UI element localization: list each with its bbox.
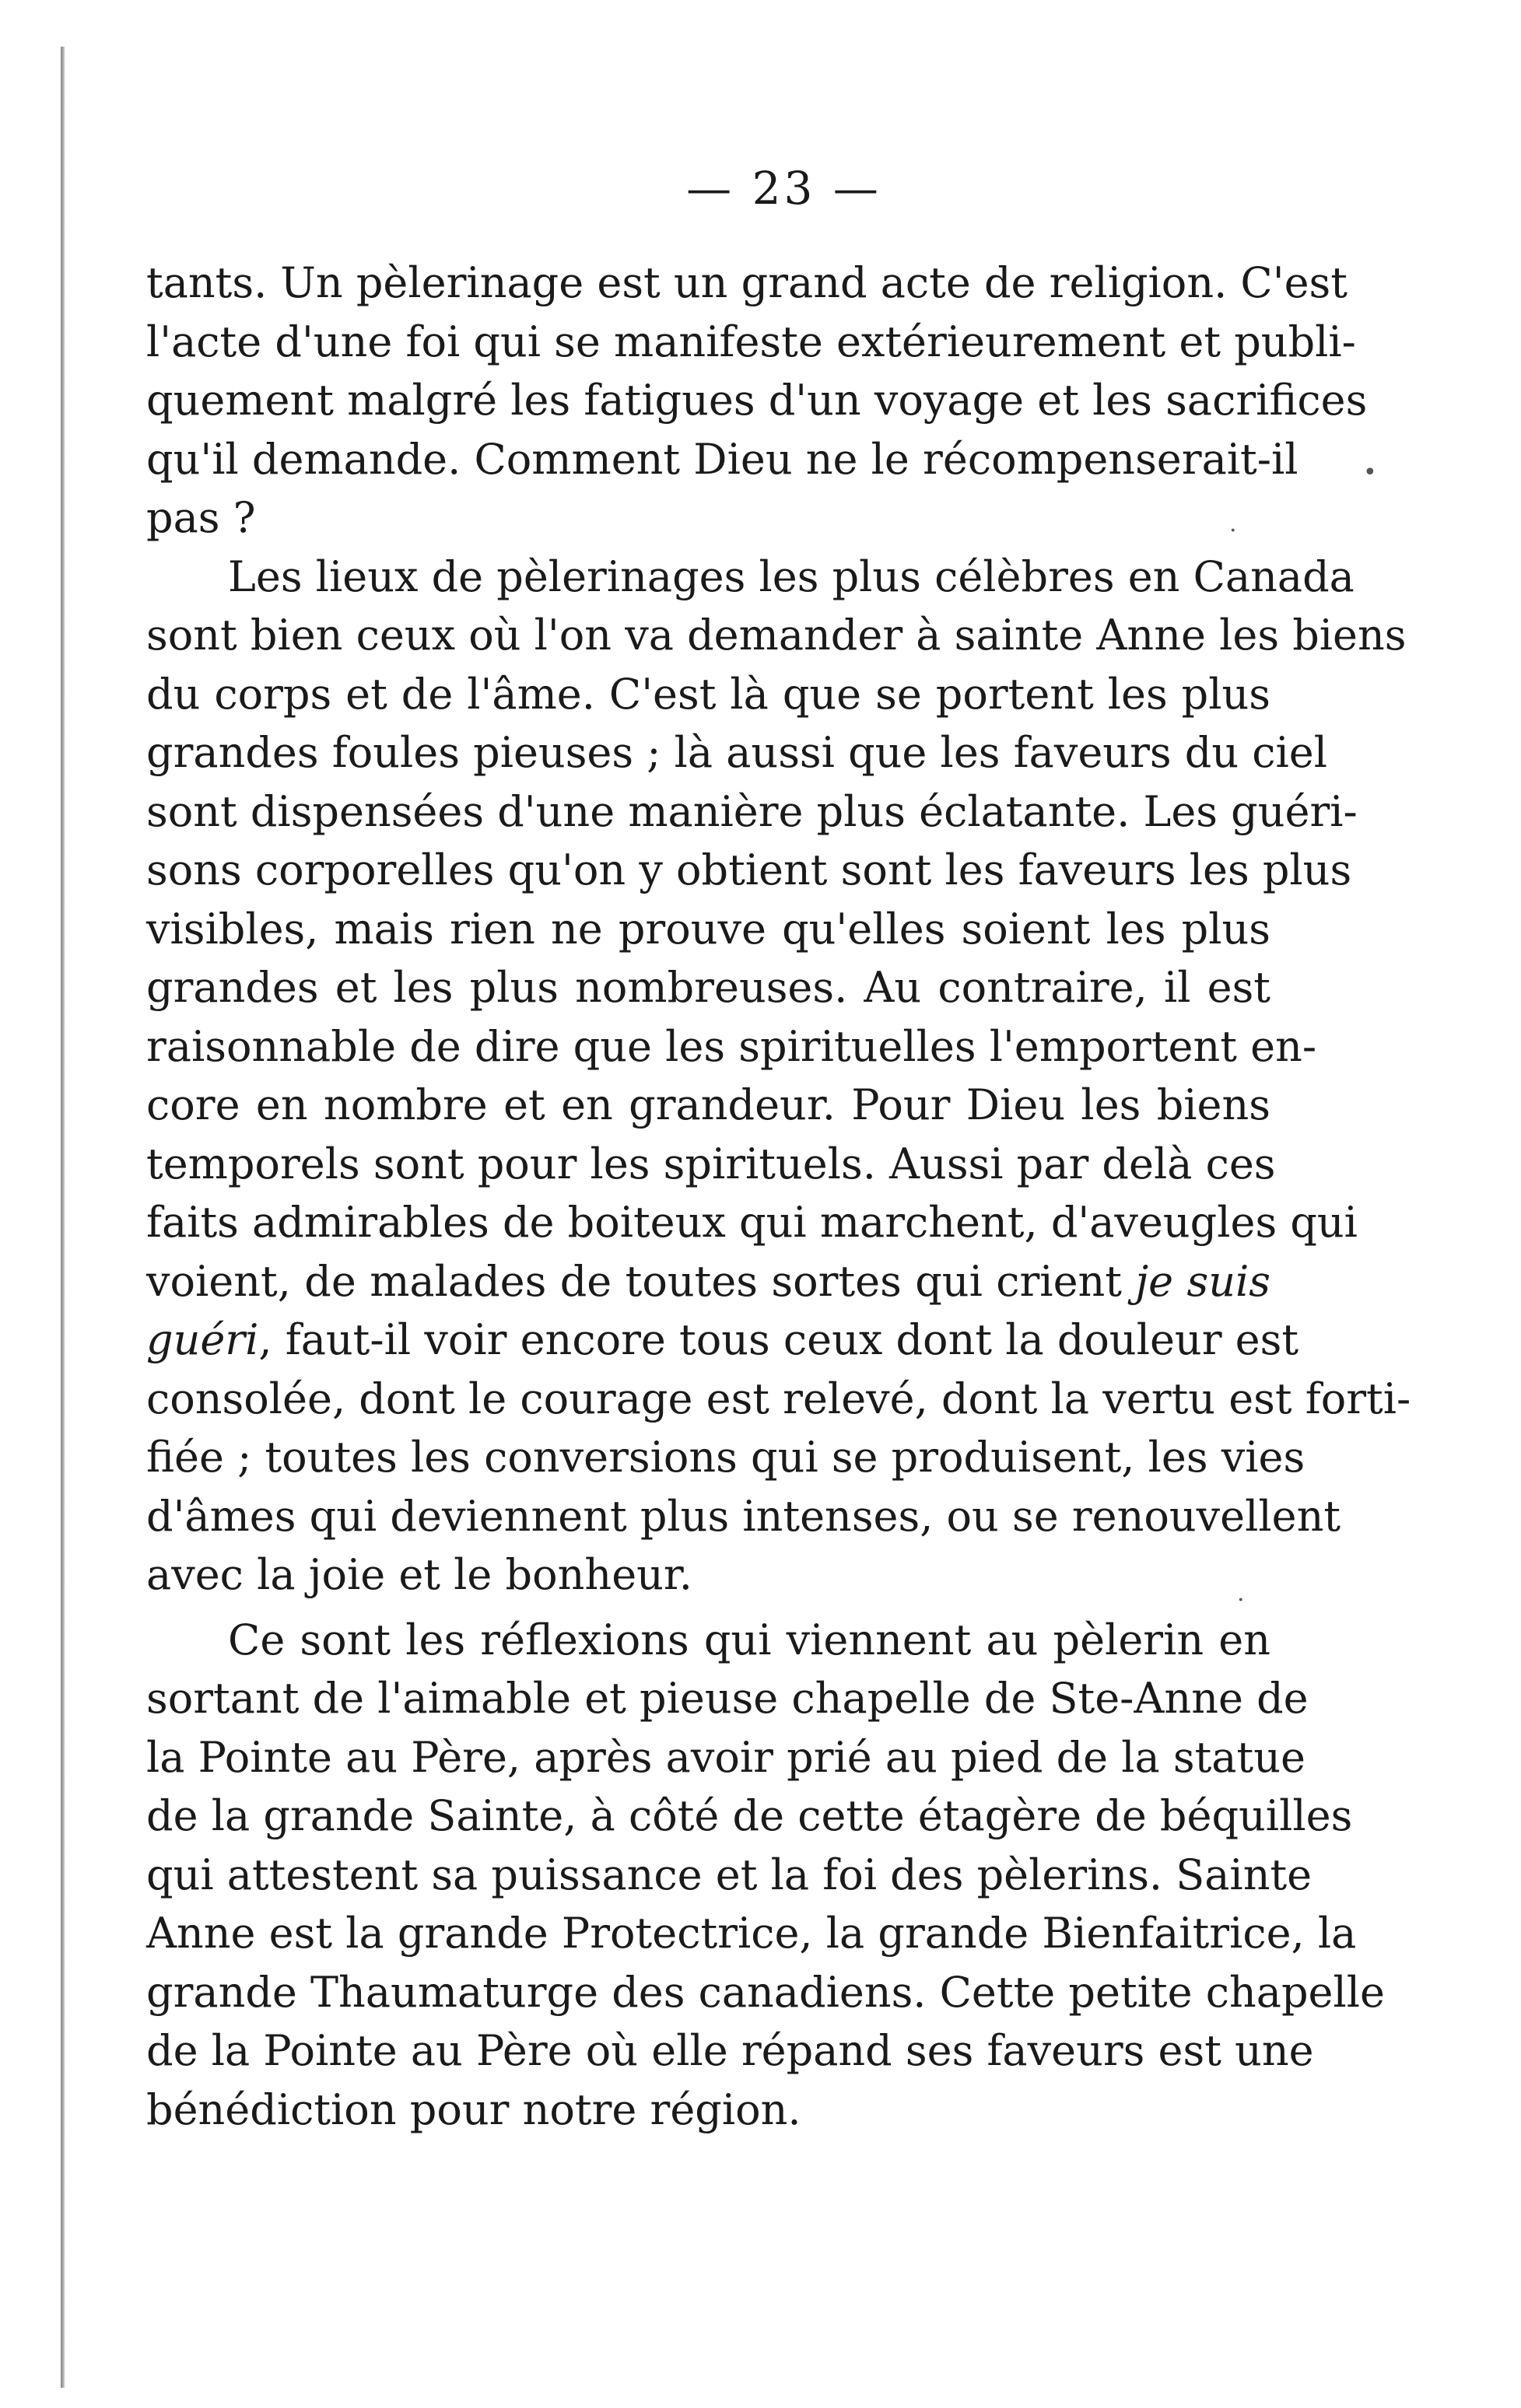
- text-line: grandes foules pieuses ; là aussi que les faveurs du ciel: [146, 728, 1328, 777]
- text-fragment: voient, de malades de toutes sortes qui crient: [146, 1256, 1123, 1306]
- italic-phrase: je suis: [1135, 1256, 1270, 1306]
- text-line: visibles, mais rien ne prouve qu'elles soient les plus: [146, 904, 1270, 954]
- text-line: Les lieux de pèlerinages les plus célèbres en Canada: [228, 551, 1355, 601]
- paragraph: [146, 548, 1411, 1605]
- text-line: la Pointe au Père, après avoir prié au pied de la statue: [146, 1732, 1305, 1782]
- paragraph: [146, 1611, 1385, 2140]
- text-line-with-italic: [146, 1252, 1270, 1311]
- text-line: quement malgré les fatigues d'un voyage et les sacrifices: [146, 376, 1368, 425]
- body-text: [146, 254, 1411, 2139]
- text-line: [146, 1311, 1299, 1370]
- text-line: Ce sont les réflexions qui viennent au pèlerin en: [228, 1615, 1270, 1664]
- text-line: avec la joie et le bonheur.: [146, 1550, 692, 1599]
- text-line: grande Thaumaturge des canadiens. Cette petite chapelle: [146, 1967, 1385, 2017]
- text-line: du corps et de l'âme. C'est là que se portent les plus: [146, 669, 1270, 719]
- text-line: bénédiction pour notre région.: [146, 2084, 801, 2134]
- italic-word: guéri: [146, 1315, 259, 1364]
- text-line: tants. Un pèlerinage est un grand acte de religion. C'est: [146, 258, 1348, 307]
- binding-edge: [61, 47, 65, 2388]
- margin-mark: •: [1363, 459, 1377, 486]
- text-line: temporels sont pour les spirituels. Aussi par delà ces: [146, 1139, 1276, 1188]
- text-line: core en nombre et en grandeur. Pour Dieu les biens: [146, 1080, 1270, 1129]
- text-line: qu'il demande. Comment Dieu ne le récompenserait-il: [146, 434, 1298, 484]
- paragraph-gap: [146, 1605, 1270, 1611]
- text-line: sortant de l'aimable et pieuse chapelle de Ste-Anne de: [146, 1674, 1309, 1723]
- text-line: l'acte d'une foi qui se manifeste extérieurement et publi-: [146, 317, 1356, 366]
- text-line: de la grande Sainte, à côté de cette étagère de béquilles: [146, 1791, 1353, 1840]
- text-line: consolée, dont le courage est relevé, dont la vertu est forti-: [146, 1374, 1411, 1423]
- page-number: — 23 —: [686, 162, 881, 215]
- text-line: d'âmes qui deviennent plus intenses, ou se renouvellent: [146, 1491, 1341, 1541]
- text-line: fiée ; toutes les conversions qui se produisent, les vies: [146, 1433, 1305, 1482]
- text-line: Anne est la grande Protectrice, la grande Bienfaitrice, la: [146, 1909, 1357, 1958]
- text-line: de la Pointe au Père où elle répand ses faveurs est une: [146, 2026, 1314, 2075]
- margin-mark: ·: [1229, 517, 1237, 544]
- text-line: sons corporelles qu'on y obtient sont les faveurs les plus: [146, 845, 1352, 894]
- paragraph: [146, 254, 1368, 548]
- text-line: faits admirables de boiteux qui marchent, d'aveugles qui: [146, 1198, 1358, 1247]
- text-fragment: , faut-il voir encore tous ceux dont la douleur est: [258, 1315, 1299, 1364]
- text-line: pas ?: [146, 493, 256, 542]
- text-line: raisonnable de dire que les spirituelles l'emportent en-: [146, 1021, 1317, 1071]
- text-line: sont bien ceux où l'on va demander à sainte Anne les biens: [146, 611, 1407, 660]
- text-line: sont dispensées d'une manière plus éclatante. Les guéri-: [146, 786, 1358, 836]
- margin-mark: ·: [1237, 1587, 1245, 1614]
- text-line: qui attestent sa puissance et la foi des pèlerins. Sainte: [146, 1850, 1312, 1899]
- text-line: grandes et les plus nombreuses. Au contraire, il est: [146, 963, 1270, 1012]
